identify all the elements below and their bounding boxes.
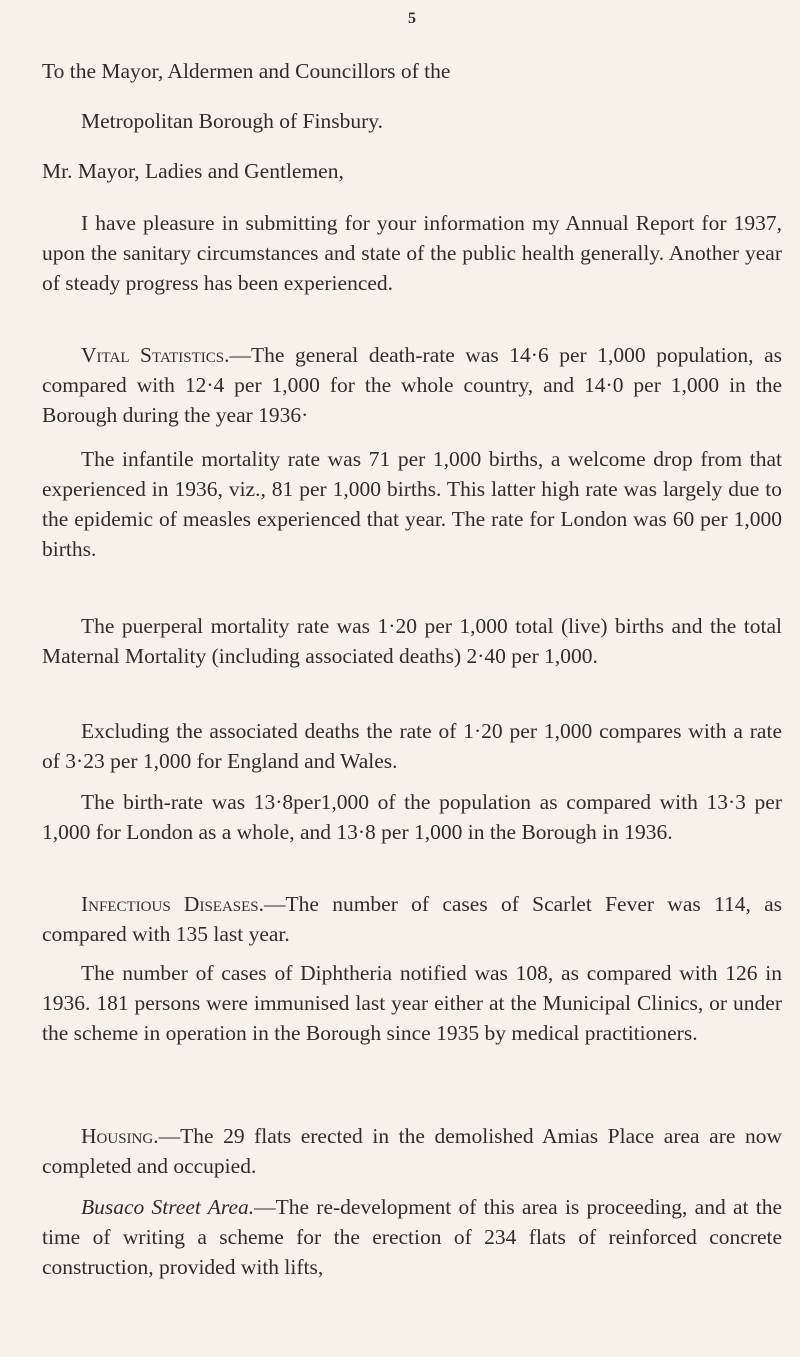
document-page [42,0,782,1357]
section-heading-busaco-street: Busaco Street Area. [81,1195,255,1219]
greeting: Mr. Mayor, Ladies and Gentlemen, [42,159,344,183]
paragraph-busaco-street [42,1192,782,1282]
paragraph-infantile-mortality [42,444,782,564]
paragraph-text: —The 29 flats erected in the demolished Amias Place area are now completed and occupied. [42,1124,782,1178]
paragraph-text: —The re-development of this area is proceeding, and at the time of writing a scheme for the erection of 234 flats of reinforced concrete construction, provided with lifts, [42,1195,782,1279]
address-line-1: To the Mayor, Aldermen and Councillors of the [42,59,451,83]
paragraph-text: —The number of cases of Scarlet Fever was 114, as compared with 135 last year. [42,892,782,946]
paragraph-housing [42,1121,782,1181]
paragraph-puerperal-mortality [42,611,782,671]
page-number: 5 [408,10,416,27]
paragraph-text: Excluding the associated deaths the rate of 1·20 per 1,000 compares with a rate of 3·23 per 1,000 for England and Wales. [42,719,782,773]
paragraph-vital-statistics [42,340,782,430]
paragraph-text: The birth-rate was 13·8per1,000 of the population as compared with 13·3 per 1,000 for London as a whole, and 13·8 per 1,000 in the Borough in 1936. [42,790,782,844]
paragraph-associated-deaths [42,716,782,776]
paragraph-infectious-diseases [42,889,782,949]
address-line-2: Metropolitan Borough of Finsbury. [81,109,383,133]
paragraph-text: —The general death-rate was 14·6 per 1,000 population, as compared with 12·4 per 1,000 for the whole country, and 14·0 per 1,000 in the Borough during the year 1936· [42,343,783,427]
section-heading-housing: Housing. [81,1124,159,1148]
section-heading-infectious-diseases: Infectious Diseases. [81,892,265,916]
paragraph-diphtheria [42,958,782,1048]
paragraph-intro [42,208,782,298]
paragraph-text: The number of cases of Diphtheria notified was 108, as compared with 126 in 1936. 181 persons were immunised last year either at the Municipal Clinics, or under the scheme in operation in the Borough since 1935 by medical practitioners. [42,961,782,1045]
paragraph-text: The puerperal mortality rate was 1·20 per 1,000 total (live) births and the total Maternal Mortality (including associated deaths) 2·40 per 1,000. [42,614,782,668]
paragraph-birth-rate [42,787,782,847]
paragraph-text: The infantile mortality rate was 71 per 1,000 births, a welcome drop from that experienced in 1936, viz., 81 per 1,000 births. This latter high rate was largely due to the epidemic of measles experienced that year. The rate for London was 60 per 1,000 births. [42,447,782,561]
section-heading-vital-statistics: Vital Statistics. [81,343,230,367]
paragraph-text: I have pleasure in submitting for your information my Annual Report for 1937, upon the sanitary circumstances and state of the public health generally. Another year of steady progress has been experienced. [42,211,782,295]
